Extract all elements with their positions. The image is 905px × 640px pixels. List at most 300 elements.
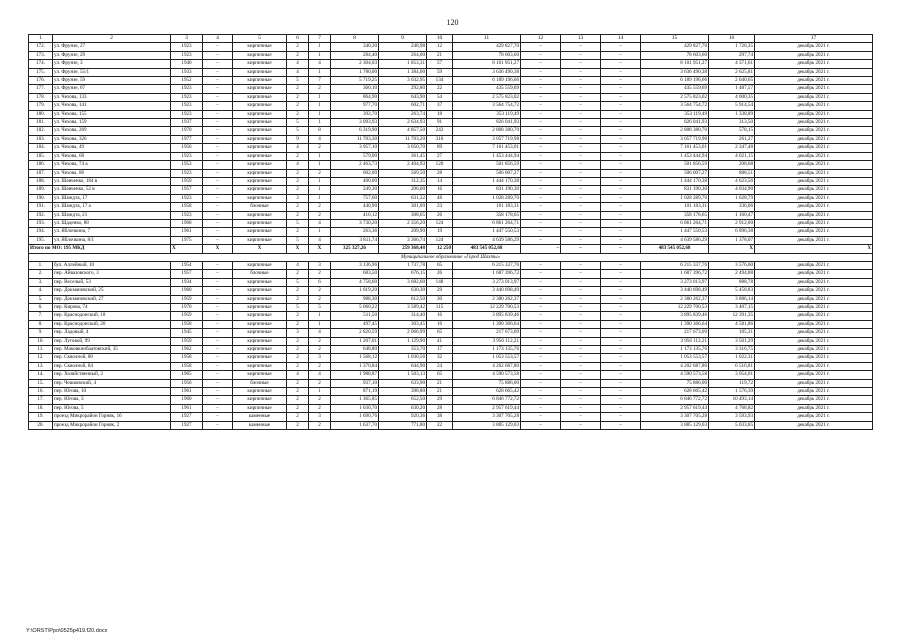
table-cell: 1 <box>309 93 331 101</box>
table-cell: 2 <box>287 312 309 320</box>
table-cell: – <box>561 119 601 127</box>
table-cell: – <box>203 312 233 320</box>
table-cell: – <box>203 287 233 295</box>
table-row <box>29 186 873 194</box>
table-cell: 1957 <box>171 186 203 194</box>
table-cell: блочные <box>233 270 287 278</box>
table-cell: – <box>561 295 601 303</box>
table-cell: 483 545 052,68 <box>453 245 521 253</box>
table-cell: 3 589,42 <box>379 304 427 312</box>
table-cell: 1965 <box>171 371 203 379</box>
table-cell: 3 054,01 <box>709 371 755 379</box>
total-row <box>29 245 873 253</box>
table-cell: 14. <box>29 371 53 379</box>
table-cell: 12. <box>29 354 53 362</box>
table-cell: 1923 <box>171 43 203 51</box>
table-cell: 1 030,56 <box>379 354 427 362</box>
table-cell: – <box>203 219 233 227</box>
table-cell: 313,50 <box>709 119 755 127</box>
table-cell: – <box>601 346 641 354</box>
table-cell: – <box>521 219 561 227</box>
table-cell: – <box>521 354 561 362</box>
table-cell: 643,90 <box>379 93 427 101</box>
table-cell: – <box>561 85 601 93</box>
table-cell: 105,31 <box>709 329 755 337</box>
table-cell: 12 <box>427 43 453 51</box>
table-cell: – <box>601 354 641 362</box>
table-cell: ул. Фрунзе, 29 <box>53 51 171 59</box>
table-cell: 831 190,30 <box>641 186 709 194</box>
table-cell: – <box>203 93 233 101</box>
table-cell: 1 053 553,57 <box>641 354 709 362</box>
table-cell: 5 033,85 <box>709 421 755 429</box>
table-cell: 16 <box>427 186 453 194</box>
table-cell: 1 <box>309 388 331 396</box>
table-cell: 1 384,00 <box>379 68 427 76</box>
table-cell: декабрь 2021 г. <box>755 161 873 169</box>
table-cell: 1 <box>309 68 331 76</box>
table-cell: 1 444 170,38 <box>641 177 709 185</box>
table-row <box>29 68 873 76</box>
table-cell: – <box>521 320 561 328</box>
table-cell: 826 041,93 <box>453 119 521 127</box>
table-cell: кирпичные <box>233 320 287 328</box>
table-cell: декабрь 2021 г. <box>755 177 873 185</box>
table-cell: 15. <box>29 379 53 387</box>
table-cell: декабрь 2021 г. <box>755 236 873 244</box>
table-cell: 186. <box>29 161 53 169</box>
table-cell: – <box>601 371 641 379</box>
table-cell: 13. <box>29 362 53 370</box>
table-cell: – <box>521 236 561 244</box>
table-cell: декабрь 2021 г. <box>755 396 873 404</box>
table-cell: 308,65 <box>379 211 427 219</box>
table-cell: 4 <box>287 144 309 152</box>
table-cell: 3 956 112,21 <box>641 337 709 345</box>
table-cell: 644,90 <box>379 362 427 370</box>
table-cell: 2 575 823,02 <box>453 93 521 101</box>
table-cell: 1933 <box>171 68 203 76</box>
table-cell: 13 <box>561 35 601 43</box>
table-cell: – <box>203 194 233 202</box>
table-cell: – <box>601 60 641 68</box>
table-cell: 303,45 <box>379 320 427 328</box>
table-cell: 2 <box>309 169 331 177</box>
table-cell: декабрь 2021 г. <box>755 261 873 269</box>
table-cell: – <box>561 51 601 59</box>
table-row <box>29 228 873 236</box>
table-cell: 24 <box>427 362 453 370</box>
table-cell: – <box>521 396 561 404</box>
table-cell: 1 030,70 <box>331 404 379 412</box>
table-cell: – <box>561 379 601 387</box>
table-cell: 6 516,81 <box>709 362 755 370</box>
table-cell: – <box>521 278 561 286</box>
table-cell: 3 636 490,38 <box>641 68 709 76</box>
table-cell: 301,09 <box>379 203 427 211</box>
table-cell: – <box>203 85 233 93</box>
table-cell: 59 <box>427 68 453 76</box>
table-cell: 398,80 <box>379 388 427 396</box>
table-cell: 602,00 <box>331 169 379 177</box>
table-cell: – <box>601 194 641 202</box>
table-cell: 1962 <box>171 346 203 354</box>
table-cell: 284,40 <box>331 51 379 59</box>
table-cell: X <box>709 245 755 253</box>
table-cell: 501 856,59 <box>453 161 521 169</box>
table-cell: 264,00 <box>379 51 427 59</box>
table-cell: 38 <box>427 413 453 421</box>
table-cell: 1 <box>309 177 331 185</box>
table-cell: 17 <box>427 346 453 354</box>
table-cell: 578,15 <box>709 127 755 135</box>
table-cell: 440,90 <box>331 203 379 211</box>
table-cell: 16 <box>427 320 453 328</box>
table-cell: – <box>561 169 601 177</box>
table-cell: – <box>561 211 601 219</box>
table-cell: 5 <box>309 304 331 312</box>
table-cell: – <box>521 60 561 68</box>
table-cell: 75 886,00 <box>641 379 709 387</box>
table-cell: 174. <box>29 60 53 68</box>
table-cell: 937,10 <box>331 379 379 387</box>
table-cell: 2 <box>287 186 309 194</box>
table-cell: декабрь 2021 г. <box>755 413 873 421</box>
table-cell: – <box>601 43 641 51</box>
table-cell: 1 568,12 <box>331 354 379 362</box>
table-cell: 177. <box>29 85 53 93</box>
table-cell: 19 <box>427 228 453 236</box>
table-cell: 1952 <box>171 77 203 85</box>
table-cell: – <box>601 203 641 211</box>
table-cell: 206,00 <box>379 186 427 194</box>
table-cell: 3 564 754,72 <box>641 102 709 110</box>
table-cell: 2 <box>287 270 309 278</box>
table-cell: 1 <box>309 228 331 236</box>
table-cell: 1 028 289,70 <box>641 194 709 202</box>
table-cell: кирпичные <box>233 127 287 135</box>
table-cell: 1 487,57 <box>709 85 755 93</box>
table-cell: 1 <box>309 119 331 127</box>
table-cell: 2 304,03 <box>331 60 379 68</box>
table-cell: – <box>601 261 641 269</box>
table-cell: – <box>601 404 641 412</box>
table-cell: 173. <box>29 51 53 59</box>
table-cell: ул. Чехова, 141 <box>53 102 171 110</box>
table-cell: 361,45 <box>379 152 427 160</box>
table-cell: 176. <box>29 77 53 85</box>
table-cell: – <box>521 43 561 51</box>
table-cell: – <box>521 68 561 76</box>
table-cell: 6 <box>309 278 331 286</box>
table-cell: 864,90 <box>331 93 379 101</box>
table-cell: декабрь 2021 г. <box>755 219 873 227</box>
table-cell: 2 575 823,02 <box>641 93 709 101</box>
table-cell: 511,50 <box>331 312 379 320</box>
table-cell: 5 <box>233 35 287 43</box>
table-cell: 1 853,31 <box>379 60 427 68</box>
table-cell: – <box>561 127 601 135</box>
table-cell: декабрь 2021 г. <box>755 135 873 143</box>
table-cell: декабрь 2021 г. <box>755 320 873 328</box>
table-cell: – <box>601 270 641 278</box>
table-cell: – <box>601 388 641 396</box>
table-cell: кирпичные <box>233 169 287 177</box>
table-cell: 429 827,70 <box>641 43 709 51</box>
table-cell: – <box>521 127 561 135</box>
table-cell: – <box>601 144 641 152</box>
table-cell: декабрь 2021 г. <box>755 43 873 51</box>
table-cell: 1923 <box>171 152 203 160</box>
table-cell: – <box>521 404 561 412</box>
table-cell: 4 202 687,80 <box>453 362 521 370</box>
table-cell: кирпичные <box>233 68 287 76</box>
table-cell: 3 366,74 <box>379 236 427 244</box>
table-cell: 3 501,29 <box>709 337 755 345</box>
table-cell: – <box>203 362 233 370</box>
table-cell: кирпичные <box>233 43 287 51</box>
table-cell: 1956 <box>171 379 203 387</box>
table-header-row <box>29 35 873 43</box>
table-cell: 3 <box>309 354 331 362</box>
table-cell: 23 <box>427 203 453 211</box>
table-cell: 2 <box>53 35 171 43</box>
table-cell: – <box>561 346 601 354</box>
table-cell: – <box>521 203 561 211</box>
table-cell: 2 957 619,44 <box>453 404 521 412</box>
table-cell: ул. Фрунзе, 3 <box>53 60 171 68</box>
table-cell: 4. <box>29 287 53 295</box>
table-cell: 2 <box>309 211 331 219</box>
table-cell: 2 <box>309 144 331 152</box>
table-cell: пер. Скволной, 80 <box>53 354 171 362</box>
table-cell: 4 034,90 <box>709 186 755 194</box>
table-cell: 3 440 698,49 <box>453 287 521 295</box>
table-cell: 32 <box>427 354 453 362</box>
table-cell: 8 <box>331 35 379 43</box>
table-cell: 1 <box>309 312 331 320</box>
table-cell: – <box>203 228 233 236</box>
table-cell: пер. Чешковский, 4 <box>53 379 171 387</box>
table-cell: 28 <box>427 169 453 177</box>
table-cell: 1 028 289,70 <box>453 194 521 202</box>
table-cell: – <box>601 186 641 194</box>
table-cell: 6 861 264,71 <box>453 219 521 227</box>
table-cell: – <box>561 371 601 379</box>
table-cell: – <box>203 354 233 362</box>
table-cell: декабрь 2021 г. <box>755 77 873 85</box>
table-cell: ул. Чехова, 68 <box>53 152 171 160</box>
table-cell: – <box>203 371 233 379</box>
table-cell: ул. Чехова, 49 <box>53 144 171 152</box>
table-cell: 1 <box>309 102 331 110</box>
table-cell: – <box>601 329 641 337</box>
table-cell: 1 <box>309 194 331 202</box>
table-cell: 11 <box>453 35 521 43</box>
table-cell: декабрь 2021 г. <box>755 203 873 211</box>
table-cell: 1927 <box>171 413 203 421</box>
table-cell: – <box>561 186 601 194</box>
table-cell: – <box>601 396 641 404</box>
table-cell: – <box>203 127 233 135</box>
table-cell: 2 625,81 <box>709 68 755 76</box>
table-cell: 65 <box>427 329 453 337</box>
table-cell: 3 <box>309 261 331 269</box>
table-cell: 3 <box>171 35 203 43</box>
table-cell: 2 808 380,70 <box>641 127 709 135</box>
table-cell: 4 590 573,58 <box>641 371 709 379</box>
table-cell: 3 593,93 <box>709 413 755 421</box>
table-cell: 497,45 <box>331 320 379 328</box>
table-cell: декабрь 2021 г. <box>755 337 873 345</box>
table-cell: – <box>203 119 233 127</box>
table-cell: 4 639 586,29 <box>641 236 709 244</box>
table-cell: 21 <box>427 388 453 396</box>
table-cell: 11. <box>29 346 53 354</box>
table-cell: кирпичные <box>233 261 287 269</box>
table-cell: – <box>601 161 641 169</box>
table-cell: декабрь 2021 г. <box>755 85 873 93</box>
table-row <box>29 177 873 185</box>
table-cell: ул. Фрунзе, 55/1 <box>53 68 171 76</box>
table-cell: 183. <box>29 135 53 143</box>
table-cell: кирпичные <box>233 236 287 244</box>
table-cell: 248,98 <box>379 43 427 51</box>
table-cell: 1 737,78 <box>379 261 427 269</box>
table-cell: 2 <box>287 362 309 370</box>
table-cell: 134 <box>427 77 453 85</box>
table-cell: декабрь 2021 г. <box>755 270 873 278</box>
table-cell: – <box>521 93 561 101</box>
table-cell: 1923 <box>171 85 203 93</box>
buildings-table <box>28 34 873 430</box>
table-cell: 633,90 <box>379 379 427 387</box>
table-cell: 5 <box>287 236 309 244</box>
table-cell: 360,10 <box>331 85 379 93</box>
table-cell: 2 634,93 <box>379 119 427 127</box>
table-row <box>29 119 873 127</box>
table-row <box>29 413 873 421</box>
table-cell: 1 <box>309 43 331 51</box>
table-cell: 2 <box>287 354 309 362</box>
table-row <box>29 211 873 219</box>
table-cell: пер. Краснодонский, 20 <box>53 320 171 328</box>
table-cell: проезд Микрорайон Горняк, 2 <box>53 421 171 429</box>
table-cell: – <box>521 261 561 269</box>
table-cell: 2 <box>287 203 309 211</box>
table-cell: 19. <box>29 413 53 421</box>
table-cell: – <box>203 135 233 143</box>
table-cell: 3 440 698,49 <box>641 287 709 295</box>
table-row <box>29 371 873 379</box>
table-cell: 29 <box>427 396 453 404</box>
table-cell: 15 <box>641 35 709 43</box>
table-cell: пер. Луговой, 99 <box>53 337 171 345</box>
table-cell: 2 <box>287 287 309 295</box>
table-cell: 1954 <box>171 261 203 269</box>
table-cell: – <box>561 219 601 227</box>
table-cell: 9 <box>287 135 309 143</box>
table-cell: ул. Чехова, 326 <box>53 135 171 143</box>
table-cell: ул. Яблочкина, 8/1 <box>53 236 171 244</box>
table-cell: – <box>203 68 233 76</box>
table-cell: 17. <box>29 396 53 404</box>
table-cell: 48 <box>427 194 453 202</box>
table-cell: кирпичные <box>233 194 287 202</box>
table-cell: 26 <box>427 211 453 219</box>
table-cell: 209,90 <box>379 228 427 236</box>
table-cell: 29 <box>427 287 453 295</box>
table-cell: – <box>601 312 641 320</box>
table-cell: декабрь 2021 г. <box>755 144 873 152</box>
table-row <box>29 320 873 328</box>
table-cell: 6 215 337,76 <box>641 261 709 269</box>
table-cell: 2 912,00 <box>709 219 755 227</box>
table-cell: 6 846 772,72 <box>641 396 709 404</box>
table-row <box>29 219 873 227</box>
table-cell: 340,30 <box>331 43 379 51</box>
table-cell: 2 <box>287 169 309 177</box>
table-cell: пер. Кирова, 74 <box>53 304 171 312</box>
table-cell: 1923 <box>171 93 203 101</box>
table-cell: 181. <box>29 119 53 127</box>
table-cell: 2 040,65 <box>709 77 755 85</box>
table-cell: 65 <box>427 261 453 269</box>
table-cell: 10 <box>427 35 453 43</box>
table-row <box>29 236 873 244</box>
table-cell: 101 183,31 <box>641 203 709 211</box>
table-cell: 2 <box>287 404 309 412</box>
table-cell: 1977 <box>171 135 203 143</box>
table-cell: – <box>561 43 601 51</box>
table-cell: 2. <box>29 270 53 278</box>
table-cell: 1 453 444,94 <box>453 152 521 160</box>
table-cell: кирпичные <box>233 388 287 396</box>
table-cell: кирпичные <box>233 396 287 404</box>
table-row <box>29 388 873 396</box>
table-cell: 21 <box>427 379 453 387</box>
table-cell: – <box>521 119 561 127</box>
table-cell: 7 <box>309 77 331 85</box>
table-cell: 5 060,22 <box>331 304 379 312</box>
table-cell: – <box>561 320 601 328</box>
table-cell: – <box>561 337 601 345</box>
table-cell: – <box>601 421 641 429</box>
table-cell: 676,15 <box>379 270 427 278</box>
table-cell: – <box>203 161 233 169</box>
table-cell: 89 <box>427 144 453 152</box>
table-cell: 2 <box>287 152 309 160</box>
table-cell: 1 444 170,38 <box>453 177 521 185</box>
table-cell: 1923 <box>171 110 203 118</box>
table-cell: – <box>203 413 233 421</box>
table-cell: 506 007,27 <box>641 169 709 177</box>
table-cell: 182. <box>29 127 53 135</box>
table-cell: кирпичные <box>233 219 287 227</box>
table-cell: 4 590 573,58 <box>453 371 521 379</box>
table-cell: 602,71 <box>379 102 427 110</box>
table-cell: 2 <box>309 421 331 429</box>
table-cell: декабрь 2021 г. <box>755 287 873 295</box>
table-cell: – <box>561 161 601 169</box>
table-cell: 2 <box>309 295 331 303</box>
table-cell: – <box>601 169 641 177</box>
table-cell: – <box>203 144 233 152</box>
table-cell: декабрь 2021 г. <box>755 354 873 362</box>
table-cell: 1960 <box>171 396 203 404</box>
table-cell: 4 021,15 <box>709 152 755 160</box>
table-cell: – <box>561 270 601 278</box>
